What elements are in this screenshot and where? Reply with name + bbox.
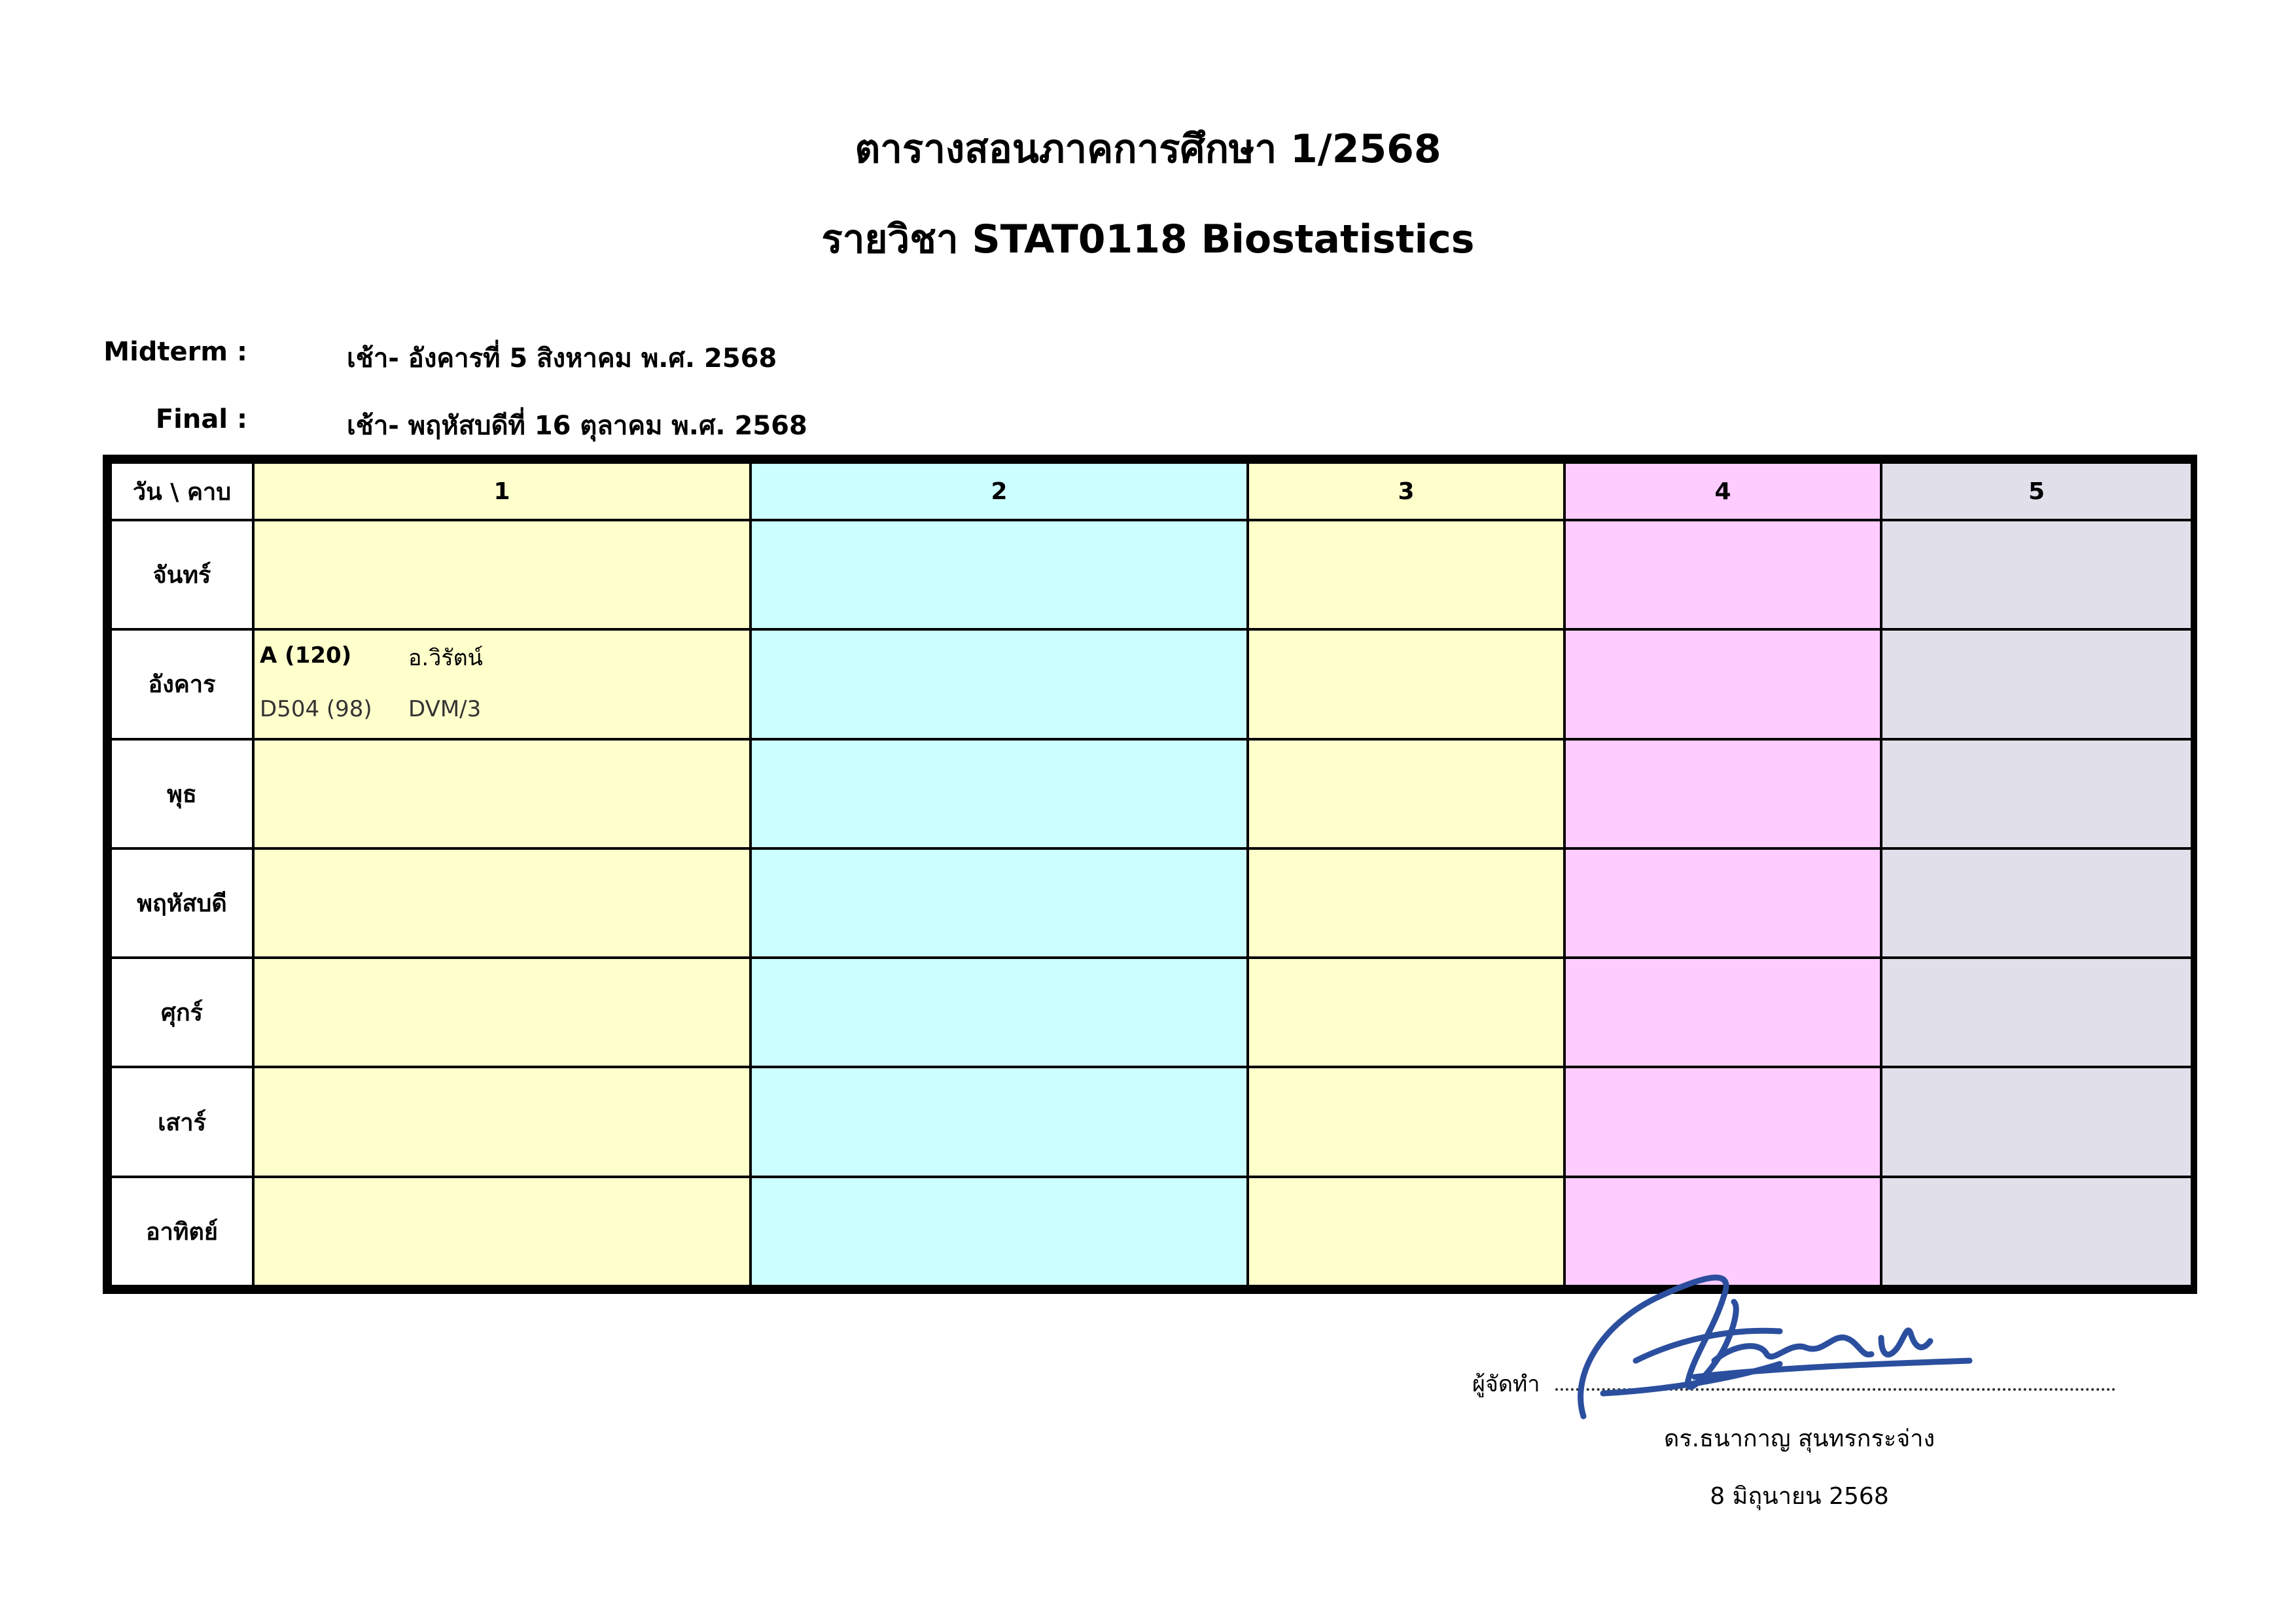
timetable-grid (103, 455, 2197, 1294)
timetable-cell (1248, 1067, 1564, 1176)
signature-date: 8 มิถุนายน 2568 (1710, 1483, 1889, 1510)
timetable-cell (751, 739, 1248, 848)
handwritten-signature (1564, 1256, 1983, 1426)
timetable-cell (253, 520, 751, 629)
timetable-cell (751, 1177, 1248, 1286)
entry-room: D504 (98) (260, 696, 372, 723)
timetable-cell (751, 848, 1248, 958)
day-label: อาทิตย์ (111, 1177, 253, 1286)
timetable-cell (1881, 629, 2192, 739)
timetable-cell (253, 958, 751, 1067)
timetable-cell (751, 958, 1248, 1067)
timetable-cell (1564, 958, 1881, 1067)
timetable-cell (1881, 848, 2192, 958)
period-header-1: 1 (253, 462, 751, 520)
timetable-cell (1564, 1067, 1881, 1176)
timetable-cell (1881, 520, 2192, 629)
timetable-cell (1881, 739, 2192, 848)
class-entry (255, 631, 749, 737)
timetable-cell (751, 520, 1248, 629)
timetable-cell (253, 1067, 751, 1176)
timetable-cell (1248, 958, 1564, 1067)
timetable-cell (1564, 520, 1881, 629)
class-entry-cell (253, 629, 751, 739)
timetable-cell (1564, 739, 1881, 848)
timetable-cell (1248, 1177, 1564, 1286)
final-label: Final : (155, 404, 247, 434)
entry-section: A (120) (260, 642, 352, 669)
period-header-5: 5 (1881, 462, 2192, 520)
period-header-2: 2 (751, 462, 1248, 520)
period-header-4: 4 (1564, 462, 1881, 520)
timetable-cell (1564, 629, 1881, 739)
timetable-cell (1248, 848, 1564, 958)
course-title: รายวิชา STAT0118 Biostatistics (821, 217, 1475, 262)
entry-instructor: อ.วิรัตน์ (408, 645, 483, 672)
corner-header: วัน \ คาบ (111, 462, 253, 520)
timetable-cell (751, 1067, 1248, 1176)
entry-program: DVM/3 (408, 696, 482, 723)
final-date: เช้า- พฤหัสบดีที่ 16 ตุลาคม พ.ศ. 2568 (347, 411, 807, 441)
day-label: จันทร์ (111, 520, 253, 629)
timetable-cell (1248, 739, 1564, 848)
timetable-cell (1564, 848, 1881, 958)
timetable-cell (253, 739, 751, 848)
timetable-cell (253, 848, 751, 958)
timetable-cell (1881, 1067, 2192, 1176)
day-label: พฤหัสบดี (111, 848, 253, 958)
timetable-cell (1881, 958, 2192, 1067)
day-label: พุธ (111, 739, 253, 848)
period-header-3: 3 (1248, 462, 1564, 520)
timetable-cell (1248, 629, 1564, 739)
timetable-cell (253, 1177, 751, 1286)
midterm-label: Midterm : (103, 337, 247, 367)
day-label: เสาร์ (111, 1067, 253, 1176)
midterm-date: เช้า- อังคารที่ 5 สิงหาคม พ.ศ. 2568 (347, 343, 777, 374)
schedule-title: ตารางสอนภาคการศึกษา 1/2568 (855, 126, 1441, 172)
timetable-cell (1248, 520, 1564, 629)
day-label: ศุกร์ (111, 958, 253, 1067)
preparer-name: ดร.ธนากาญ สุนทรกระจ่าง (1663, 1425, 1935, 1452)
timetable-cell (751, 629, 1248, 739)
preparer-label: ผู้จัดทำ (1472, 1371, 1540, 1397)
day-label: อังคาร (111, 629, 253, 739)
